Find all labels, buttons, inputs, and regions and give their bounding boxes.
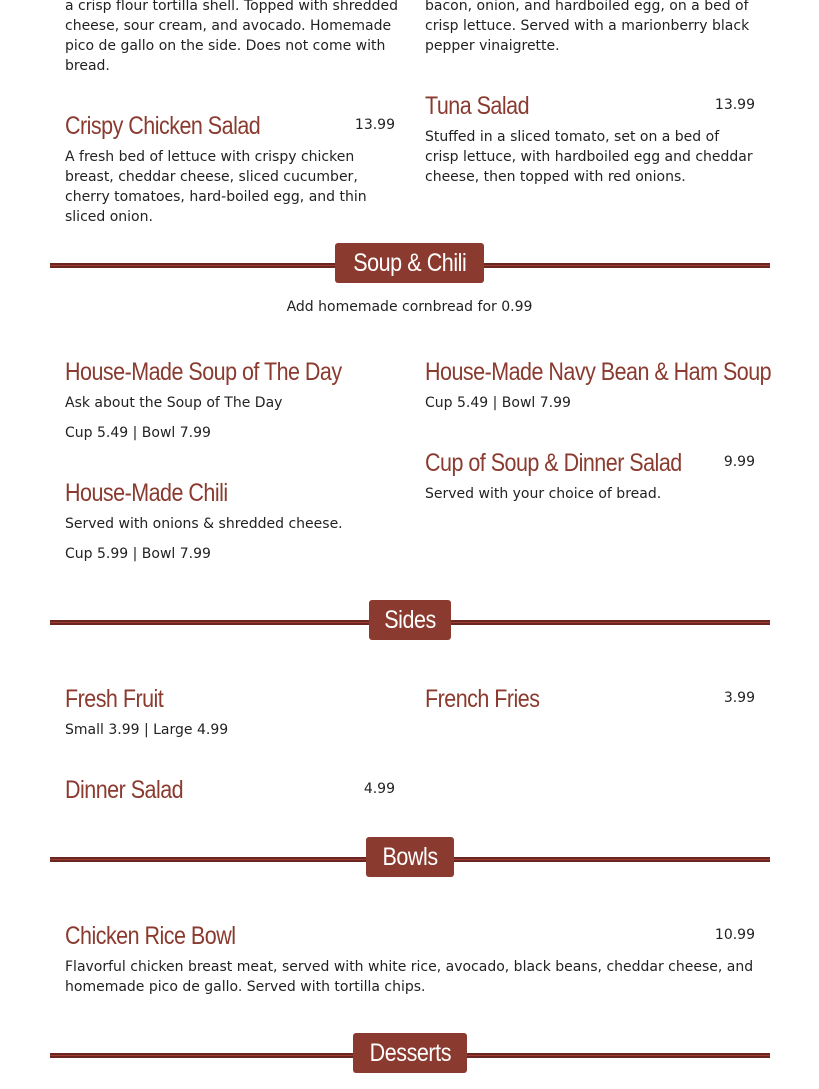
salad-carryover-left-desc: a crisp flour tortilla shell. Topped with shredded cheese, sour cream, and avocado. Homemade pico de gallo on the side. Does not come with bread. <box>65 0 399 74</box>
soup-of-the-day-prices: Cup 5.49 | Bowl 7.99 <box>65 425 211 441</box>
soup-dinner-salad-price: 9.99 <box>723 454 755 470</box>
chicken-rice-bowl-price: 10.99 <box>714 927 755 943</box>
fresh-fruit-prices: Small 3.99 | Large 4.99 <box>65 722 229 738</box>
house-made-chili-title: House-Made Chili <box>65 479 228 507</box>
soup-of-the-day-title: House-Made Soup of The Day <box>65 358 342 386</box>
tuna-salad-price: 13.99 <box>714 97 755 113</box>
navy-bean-soup-prices: Cup 5.49 | Bowl 7.99 <box>425 395 571 411</box>
french-fries-price: 3.99 <box>723 690 755 706</box>
desserts-heading: Desserts <box>353 1033 467 1073</box>
bowls-heading: Bowls <box>366 837 454 877</box>
chicken-rice-bowl-title: Chicken Rice Bowl <box>65 922 236 950</box>
fresh-fruit-title: Fresh Fruit <box>65 685 164 713</box>
crispy-chicken-salad-title: Crispy Chicken Salad <box>65 112 261 140</box>
house-made-chili-prices: Cup 5.99 | Bowl 7.99 <box>65 546 211 562</box>
tuna-salad-title: Tuna Salad <box>425 92 530 120</box>
salad-carryover-right-desc: bacon, onion, and hardboiled egg, on a bed of crisp lettuce. Served with a marionberry black pepper vinaigrette. <box>425 0 750 54</box>
cornbread-note: Add homemade cornbread for 0.99 <box>286 299 533 315</box>
crispy-chicken-salad-desc: A fresh bed of lettuce with crispy chicken breast, cheddar cheese, sliced cucumber, cherry tomatoes, hard-boiled egg, and thin sliced onion. <box>65 149 367 225</box>
french-fries-title: French Fries <box>425 685 540 713</box>
tuna-salad-desc: Stuffed in a sliced tomato, set on a bed of crisp lettuce, with hardboiled egg and cheddar cheese, then topped with red onions. <box>425 129 753 185</box>
navy-bean-soup-title: House-Made Navy Bean & Ham Soup <box>425 358 772 386</box>
soup-of-the-day-desc: Ask about the Soup of The Day <box>65 395 283 411</box>
soup-chili-heading: Soup & Chili <box>335 243 484 283</box>
crispy-chicken-salad-price: 13.99 <box>354 117 395 133</box>
soup-dinner-salad-title: Cup of Soup & Dinner Salad <box>425 449 682 477</box>
dinner-salad-title: Dinner Salad <box>65 776 184 804</box>
house-made-chili-desc: Served with onions & shredded cheese. <box>65 516 343 532</box>
chicken-rice-bowl-desc: Flavorful chicken breast meat, served with white rice, avocado, black beans, cheddar cheese, and homemade pico de gallo. Served with tortilla chips. <box>65 959 754 995</box>
soup-dinner-salad-desc: Served with your choice of bread. <box>425 486 662 502</box>
sides-heading: Sides <box>369 600 451 640</box>
dinner-salad-price: 4.99 <box>363 781 395 797</box>
